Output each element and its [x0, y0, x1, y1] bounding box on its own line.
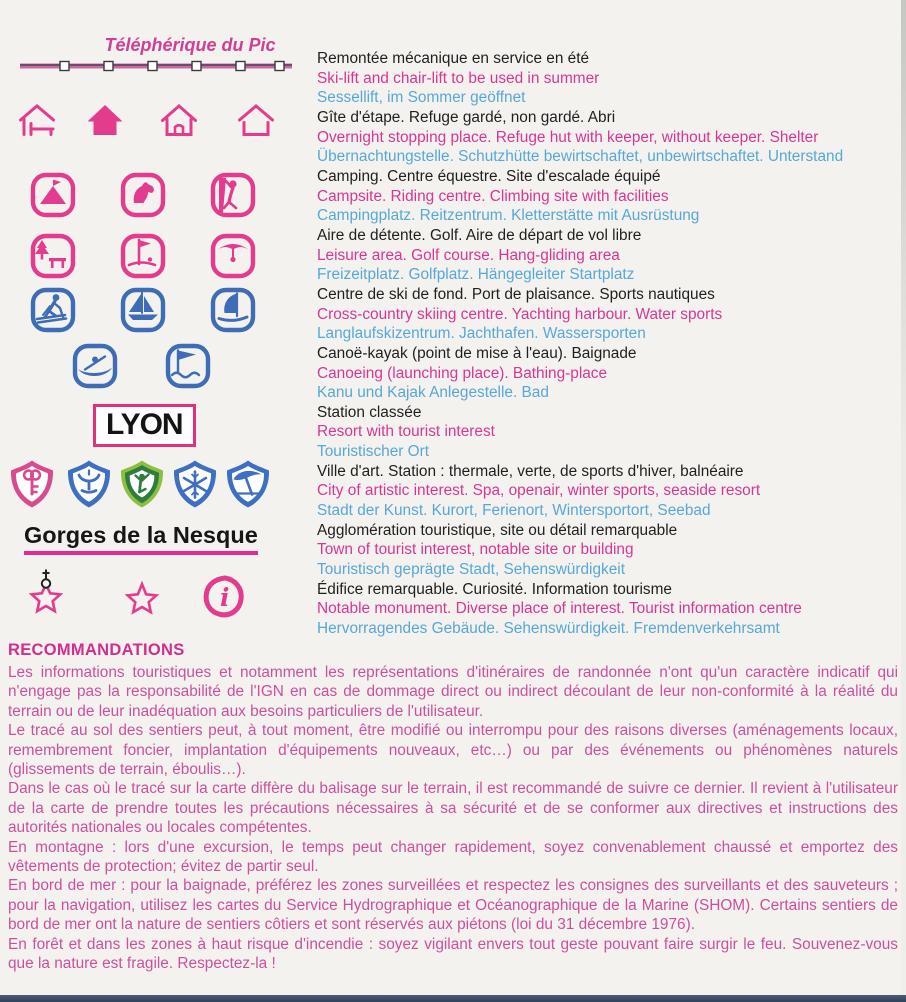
- legend-line-de: Freizeitplatz. Golfplatz. Hängegleiter Startplatz: [317, 266, 635, 284]
- climbing-icon: [210, 172, 256, 218]
- recommendations-paragraph: Dans le cas où le tracé sur la carte diffère du balisage sur le terrain, il est recommandé de suivre ce dernier. Il revient à l'utilisateur de la carte de prendre toutes les précautions nécessaires à sa sécurité et de se conformer aux directives et instructions des autorités nationales ou locales compétentes.: [8, 780, 898, 837]
- legend-line-de: Langlaufskizentrum. Jachthafen. Wassersporten: [317, 325, 646, 343]
- canoe-icon: [72, 343, 118, 389]
- legend-line-fr: Station classée: [317, 403, 422, 421]
- winter-sports-badge: [172, 459, 218, 509]
- legend-line-en: Town of tourist interest, notable site or building: [317, 541, 634, 559]
- spa-badge: [66, 459, 112, 509]
- scan-bottom-edge: [0, 995, 906, 1002]
- legend-line-fr: Canoë-kayak (point de mise à l'eau). Baignade: [317, 344, 637, 362]
- recommendations-paragraph: En forêt et dans les zones à haut risque d'incendie : soyez vigilant envers tout geste pouvant faire surgir le feu. Souvenez-vous que la nature est fragile. Respectez-la !: [8, 935, 898, 973]
- legend-line-en: Notable monument. Diverse place of interest. Tourist information centre: [317, 600, 802, 618]
- refuge-garde-icon: [86, 101, 126, 141]
- windsurf-icon: [210, 287, 256, 333]
- sailing-icon: [120, 287, 166, 333]
- legend-line-de: Kanu und Kajak Anlegestelle. Bad: [317, 384, 549, 402]
- info-glyph: i: [220, 583, 230, 612]
- monument-star-icon: [22, 566, 70, 618]
- legend-text-column: [317, 49, 903, 639]
- cable-car-line-icon: [20, 59, 292, 73]
- camping-icon: [30, 172, 76, 218]
- legend-line-de: Sessellift, im Sommer geöffnet: [317, 89, 526, 107]
- recommendations-paragraph: Le tracé au sol des sentiers peut, à tout moment, être modifié ou interrompu pour des raisons diverses (aménagements locaux, remembrement foncier, implantation d'équipements nouveaux, etc…) ou par des événements ou phénomènes naturels (glissements de terrain, éboulis…).: [8, 722, 898, 779]
- curiosity-star-icon: [118, 578, 166, 626]
- xc-ski-icon: [30, 287, 76, 333]
- recommendations-paragraph: En montagne : lors d'une excursion, le temps peut changer rapidement, soyez convenablement chaussé et emportez des vêtements de protection; évitez de partir seul.: [8, 838, 898, 876]
- legend-line-fr: Gîte d'étape. Refuge gardé, non gardé. Abri: [317, 108, 616, 126]
- legend-line-en: City of artistic interest. Spa, openair, winter sports, seaside resort: [317, 482, 761, 500]
- legend-line-fr: Ville d'art. Station : thermale, verte, de sports d'hiver, balnéaire: [317, 462, 744, 480]
- leisure-area-icon: [30, 233, 76, 279]
- legend-line-fr: Agglomération touristique, site ou détail remarquable: [317, 521, 678, 539]
- scan-right-edge: [901, 0, 906, 1002]
- notable-site-sample: Gorges de la Nesque: [24, 522, 258, 555]
- legend-line-en: Overnight stopping place. Refuge hut with keeper, without keeper. Shelter: [317, 128, 819, 146]
- art-city-badge: [9, 459, 55, 509]
- recommendations-body: [8, 663, 898, 974]
- abri-icon: [237, 101, 277, 141]
- legend-line-en: Leisure area. Golf course. Hang-gliding area: [317, 246, 620, 264]
- legend-line-de: Hervorragendes Gebäude. Sehenswürdigkeit. Fremdenverkehrsamt: [317, 620, 780, 638]
- legend-line-en: Resort with tourist interest: [317, 423, 495, 441]
- legend-line-de: Stadt der Kunst. Kurort, Ferienort, Wintersportort, Seebad: [317, 502, 711, 520]
- hang-gliding-icon: [210, 233, 256, 279]
- legend-line-de: Touristisch geprägte Stadt, Sehenswürdigkeit: [317, 561, 625, 579]
- recommendations-title: RECOMMANDATIONS: [8, 641, 185, 659]
- legend-line-de: Touristischer Ort: [317, 443, 430, 461]
- legend-line-fr: Aire de détente. Golf. Aire de départ de vol libre: [317, 226, 642, 244]
- gite-etape-icon: [18, 101, 58, 141]
- city-label: LYON: [106, 408, 183, 441]
- seaside-badge: [225, 459, 271, 509]
- cable-car-label: Téléphérique du Pic: [104, 35, 276, 55]
- green-resort-badge: [119, 459, 165, 509]
- golf-icon: [120, 233, 166, 279]
- legend-line-de: Übernachtungstelle. Schutzhütte bewirtschaftet, unbewirtschaftet. Unterstand: [317, 148, 844, 166]
- legend-line-en: Ski-lift and chair-lift to be used in summer: [317, 69, 600, 87]
- legend-line-en: Cross-country skiing centre. Yachting harbour. Water sports: [317, 305, 723, 323]
- legend-line-fr: Remontée mécanique en service en été: [317, 50, 590, 67]
- legend-line-en: Campsite. Riding centre. Climbing site with facilities: [317, 187, 669, 205]
- legend-line-fr: Camping. Centre équestre. Site d'escalade équipé: [317, 167, 661, 185]
- legend-line-de: Campingplatz. Reitzentrum. Kletterstätte mit Ausrüstung: [317, 207, 700, 225]
- legend-line-en: Canoeing (launching place). Bathing-place: [317, 364, 608, 382]
- bathing-icon: [165, 343, 211, 389]
- classified-resort-town-sample: [93, 404, 196, 447]
- recommendations-paragraph: En bord de mer : pour la baignade, préférez les zones surveillées et respectez les consignes des surveillants et des sauveteurs ; pour la navigation, utilisez les cartes du Service Hydrographique et Océanographique de la Marine (SHOM). Certains sentiers de bord de mer ont la nature de sentiers côtiers et sont réservés aux piétons (loi du 31 décembre 1976).: [8, 877, 898, 934]
- legend-line-fr: Centre de ski de fond. Port de plaisance. Sports nautiques: [317, 285, 715, 303]
- refuge-non-garde-icon: [160, 101, 200, 141]
- recommendations-paragraph: Les informations touristiques et notamment les représentations d'itinéraires de randonnée n'ont qu'un caractère indicatif qui n'engage pas la responsabilité de l'IGN en cas de dommage direct ou indirect découlant de leur non-conformité à la réalité du terrain ou de leur inadéquation aux besoins particuliers de l'utilisateur.: [8, 664, 898, 720]
- legend-line-fr: Édifice remarquable. Curiosité. Information tourisme: [317, 580, 672, 598]
- tourist-info-icon: [200, 573, 248, 621]
- equestrian-icon: [120, 172, 166, 218]
